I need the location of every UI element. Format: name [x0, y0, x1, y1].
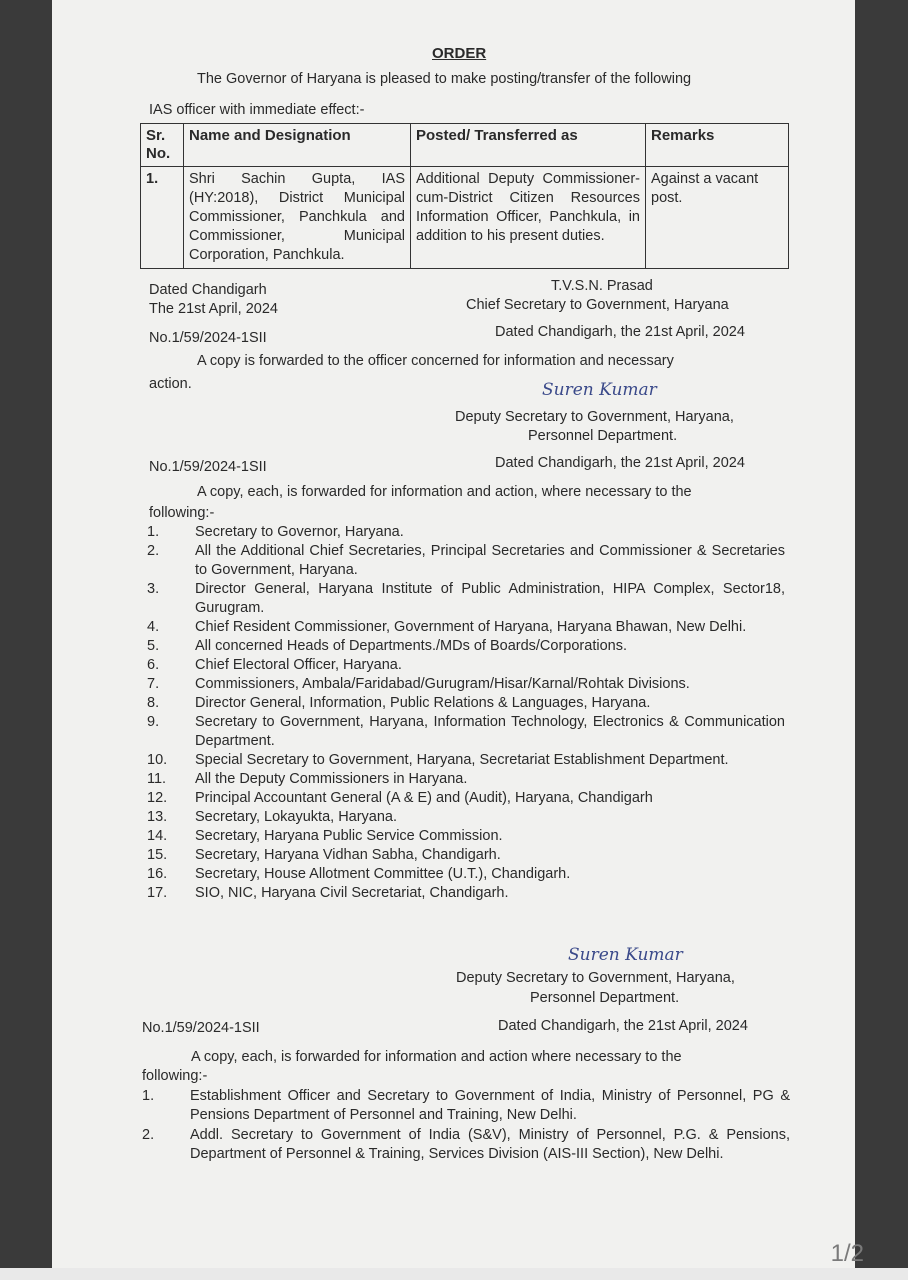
list-item [147, 618, 785, 637]
list-item [147, 523, 785, 542]
list-item-number: 1. [147, 524, 160, 540]
endorsement-3-text-1: A copy, each, is forwarded for information and action where necessary to the [191, 1049, 682, 1065]
list-item-text: Secretary to Government, Haryana, Information Technology, Electronics & Communication Department. [195, 714, 785, 749]
endorsement-1-number: No.1/59/2024-1SII [149, 330, 267, 346]
col-posted: Posted/ Transferred as [411, 124, 646, 167]
list-item-number: 15. [147, 847, 168, 863]
col-sr: Sr. No. [141, 124, 184, 167]
left-margin [0, 0, 52, 1268]
right-margin [855, 0, 907, 1268]
bottom-bar [0, 1268, 908, 1280]
endorsement-1-date: Dated Chandigarh, the 21st April, 2024 [495, 324, 745, 340]
list-item-text: Director General, Haryana Institute of Public Administration, HIPA Complex, Sector18, Gurugram. [195, 581, 785, 616]
list-item [147, 713, 785, 751]
list-item-number: 3. [147, 581, 160, 597]
list-item [147, 656, 785, 675]
dated-date: The 21st April, 2024 [149, 301, 278, 317]
list-item-text: Commissioners, Ambala/Faridabad/Gurugram/Hisar/Karnal/Rohtak Divisions. [195, 676, 690, 692]
list-item-text: Secretary, Lokayukta, Haryana. [195, 809, 398, 825]
list-item-number: 6. [147, 657, 160, 673]
list-item [147, 542, 785, 580]
endorsement-1-sign-title-2: Personnel Department. [528, 428, 678, 444]
endorsement-3-date: Dated Chandigarh, the 21st April, 2024 [498, 1018, 748, 1034]
list-item-text: Principal Accountant General (A & E) and (Audit), Haryana, Chandigarh [195, 790, 653, 806]
order-title: ORDER [432, 45, 487, 62]
signature-1: Suren Kumar [542, 380, 657, 400]
list-item-number: 9. [147, 714, 160, 730]
table-row [141, 167, 789, 269]
list-item-number: 2. [147, 543, 160, 559]
document-page [52, 0, 855, 1268]
list-item-number: 13. [147, 809, 168, 825]
dated-place: Dated Chandigarh [149, 282, 267, 298]
list-item [147, 865, 785, 884]
list-item-text: All the Additional Chief Secretaries, Principal Secretaries and Commissioner & Secretaries to Government, Haryana. [195, 543, 785, 578]
list-item-text: Chief Electoral Officer, Haryana. [195, 657, 402, 673]
endorsement-2-number: No.1/59/2024-1SII [149, 459, 267, 475]
list-item [147, 751, 785, 770]
signature-2: Suren Kumar [568, 945, 683, 965]
list-item-number: 4. [147, 619, 160, 635]
list-item-text: Secretary, House Allotment Committee (U.T.), Chandigarh. [195, 866, 571, 882]
endorsement-2-sign-title-1: Deputy Secretary to Government, Haryana, [456, 970, 735, 986]
list-item [147, 846, 785, 865]
cell-name: Shri Sachin Gupta, IAS (HY:2018), District Municipal Commissioner, Panchkula and Commissioner, Municipal Corporation, Panchkula. [184, 167, 411, 269]
list-item-number: 12. [147, 790, 168, 806]
list-item-text: Secretary to Governor, Haryana. [195, 524, 404, 540]
endorsement-2-text-2: following:- [149, 505, 215, 521]
list-item [147, 789, 785, 808]
endorsement-2-date: Dated Chandigarh, the 21st April, 2024 [495, 455, 745, 471]
list-item-text: Secretary, Haryana Public Service Commission. [195, 828, 503, 844]
list-item-text: Director General, Information, Public Relations & Languages, Haryana. [195, 695, 651, 711]
order-table [140, 123, 789, 269]
list-item-text: All the Deputy Commissioners in Haryana. [195, 771, 468, 787]
endorsement-2-sign-title-2: Personnel Department. [530, 990, 680, 1006]
list-item [142, 1126, 790, 1164]
cell-remarks: Against a vacant post. [646, 167, 789, 269]
table-header-row [141, 124, 789, 167]
endorsement-3-number: No.1/59/2024-1SII [142, 1020, 260, 1036]
list-item-number: 11. [147, 771, 167, 787]
list-item-text: Special Secretary to Government, Haryana, Secretariat Establishment Department. [195, 752, 729, 768]
list-item [147, 580, 785, 618]
endorsement-2-list [147, 523, 785, 903]
list-item [147, 675, 785, 694]
list-item-number: 10. [147, 752, 168, 768]
col-name: Name and Designation [184, 124, 411, 167]
list-item-number: 8. [147, 695, 160, 711]
endorsement-3-list [142, 1087, 790, 1165]
endorsement-1-text-2: action. [149, 376, 192, 392]
signatory-name: T.V.S.N. Prasad [551, 278, 653, 294]
list-item [147, 808, 785, 827]
list-item-number: 17. [147, 885, 168, 901]
list-item-number: 1. [142, 1088, 155, 1104]
endorsement-1-sign-title-1: Deputy Secretary to Government, Haryana, [455, 409, 734, 425]
list-item-number: 7. [147, 676, 160, 692]
cell-posted: Additional Deputy Commissioner-cum-District Citizen Resources Information Officer, Panchkula, in addition to his present duties. [411, 167, 646, 269]
list-item-text: All concerned Heads of Departments./MDs of Boards/Corporations. [195, 638, 627, 654]
list-item-text: Secretary, Haryana Vidhan Sabha, Chandigarh. [195, 847, 501, 863]
list-item-number: 16. [147, 866, 168, 882]
intro-line-2: IAS officer with immediate effect:- [149, 102, 365, 118]
list-item-text: Establishment Officer and Secretary to Government of India, Ministry of Personnel, PG & Pensions Department of Personnel and Training, New Delhi. [190, 1088, 790, 1123]
endorsement-3-text-2: following:- [142, 1068, 208, 1084]
signatory-title: Chief Secretary to Government, Haryana [466, 297, 729, 313]
endorsement-2-text-1: A copy, each, is forwarded for information and action, where necessary to the [197, 484, 692, 500]
list-item [142, 1087, 790, 1125]
list-item-text: Chief Resident Commissioner, Government of Haryana, Haryana Bhawan, New Delhi. [195, 619, 747, 635]
list-item-number: 5. [147, 638, 160, 654]
col-remarks: Remarks [646, 124, 789, 167]
cell-sr: 1. [141, 167, 184, 269]
list-item [147, 770, 785, 789]
list-item [147, 884, 785, 903]
list-item [147, 827, 785, 846]
list-item-number: 14. [147, 828, 168, 844]
list-item [147, 637, 785, 656]
intro-line-1: The Governor of Haryana is pleased to make posting/transfer of the following [197, 71, 692, 87]
list-item [147, 694, 785, 713]
endorsement-1-text-1: A copy is forwarded to the officer concerned for information and necessary [197, 353, 674, 369]
list-item-text: Addl. Secretary to Government of India (S&V), Ministry of Personnel, P.G. & Pensions, Department of Personnel & Training, Services Division (AIS-III Section), New Delhi. [190, 1127, 790, 1162]
list-item-number: 2. [142, 1127, 155, 1143]
list-item-text: SIO, NIC, Haryana Civil Secretariat, Chandigarh. [195, 885, 509, 901]
page-indicator: 1/2 [830, 1240, 864, 1267]
